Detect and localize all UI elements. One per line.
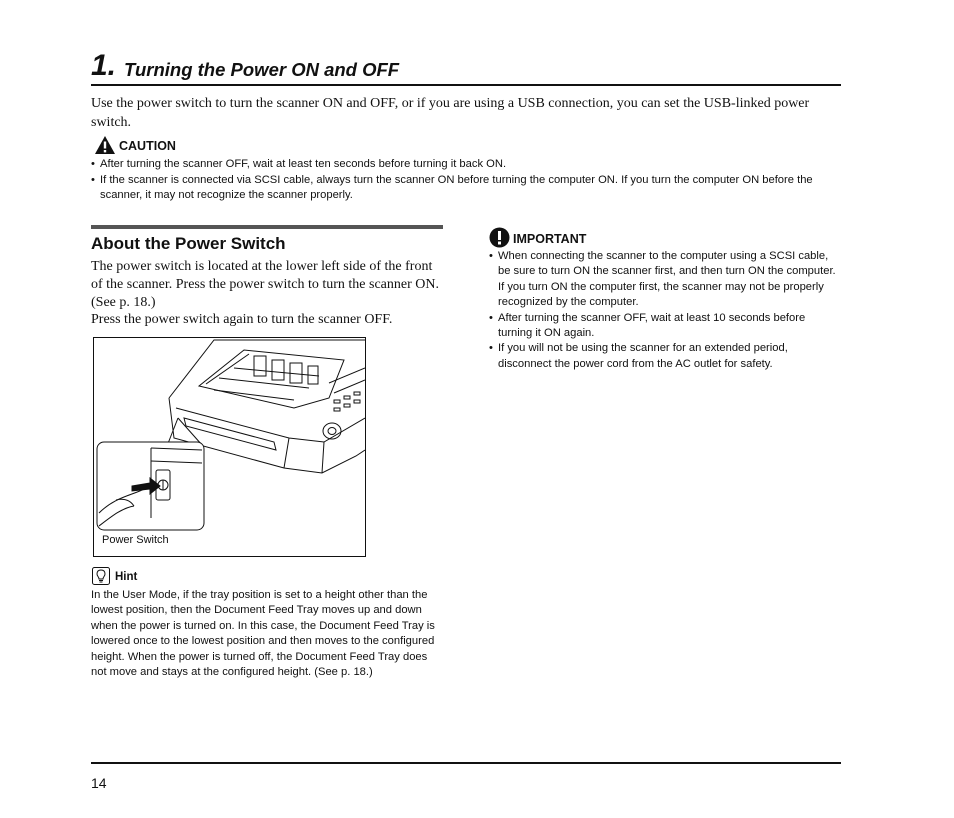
intro-paragraph: Use the power switch to turn the scanner ON and OFF, or if you are using a USB connection, you can set the USB-linked power switch.: [91, 96, 810, 130]
hint-label: Hint: [115, 571, 138, 583]
page-number: 14: [91, 775, 107, 791]
caution-list: [91, 157, 843, 204]
caution-item: • After turning the scanner OFF, wait at least ten seconds before turning it back ON.: [91, 157, 843, 173]
exclamation-circle-icon: [489, 227, 510, 248]
section-title: About the Power Switch: [91, 234, 286, 253]
warning-triangle-icon: [94, 135, 116, 155]
important-item: • When connecting the scanner to the computer using a SCSI cable, be sure to turn ON the scanner first, and then turn ON the computer. If you turn ON the computer first, the scanner may not be properly recognized by the computer.: [489, 249, 841, 311]
heading-number: 1.: [91, 49, 117, 82]
page-title: Turning the Power ON and OFF: [124, 59, 400, 80]
caution-item: • If the scanner is connected via SCSI cable, always turn the scanner ON before turning the computer ON. If you turn the computer ON before the scanner, it may not recognize the scanner properly.: [91, 173, 843, 204]
section-paragraph: The power switch is located at the lower left side of the front of the scanner. Press the power switch to turn the scanner ON. (See p. 18.): [91, 259, 439, 310]
footer-divider: [91, 762, 841, 764]
important-item: • If you will not be using the scanner for an extended period, disconnect the power cord from the AC outlet for safety.: [489, 341, 841, 372]
figure-caption: Power Switch: [102, 534, 169, 546]
important-list: [489, 249, 841, 372]
section-divider: [91, 225, 443, 229]
caution-label: CAUTION: [119, 139, 176, 153]
lightbulb-icon: [92, 567, 110, 585]
hint-body: In the User Mode, if the tray position is set to a height other than the lowest position, then the Document Feed Tray moves up and down when the power is turned on. In this case, the Document Feed Tray is lowered once to the lowest position and then moves to the configured height. When the power is turned off, the Document Feed Tray does not move and stays at the configured height. (See p. 18.): [91, 589, 435, 679]
important-item: • After turning the scanner OFF, wait at least 10 seconds before turning it ON again.: [489, 311, 841, 342]
section-paragraph: Press the power switch again to turn the scanner OFF.: [91, 312, 393, 328]
section-body: [91, 258, 443, 329]
heading-divider: [91, 84, 841, 86]
scanner-illustration: [94, 338, 365, 556]
important-label: IMPORTANT: [513, 232, 587, 246]
power-switch-figure: [93, 337, 366, 557]
